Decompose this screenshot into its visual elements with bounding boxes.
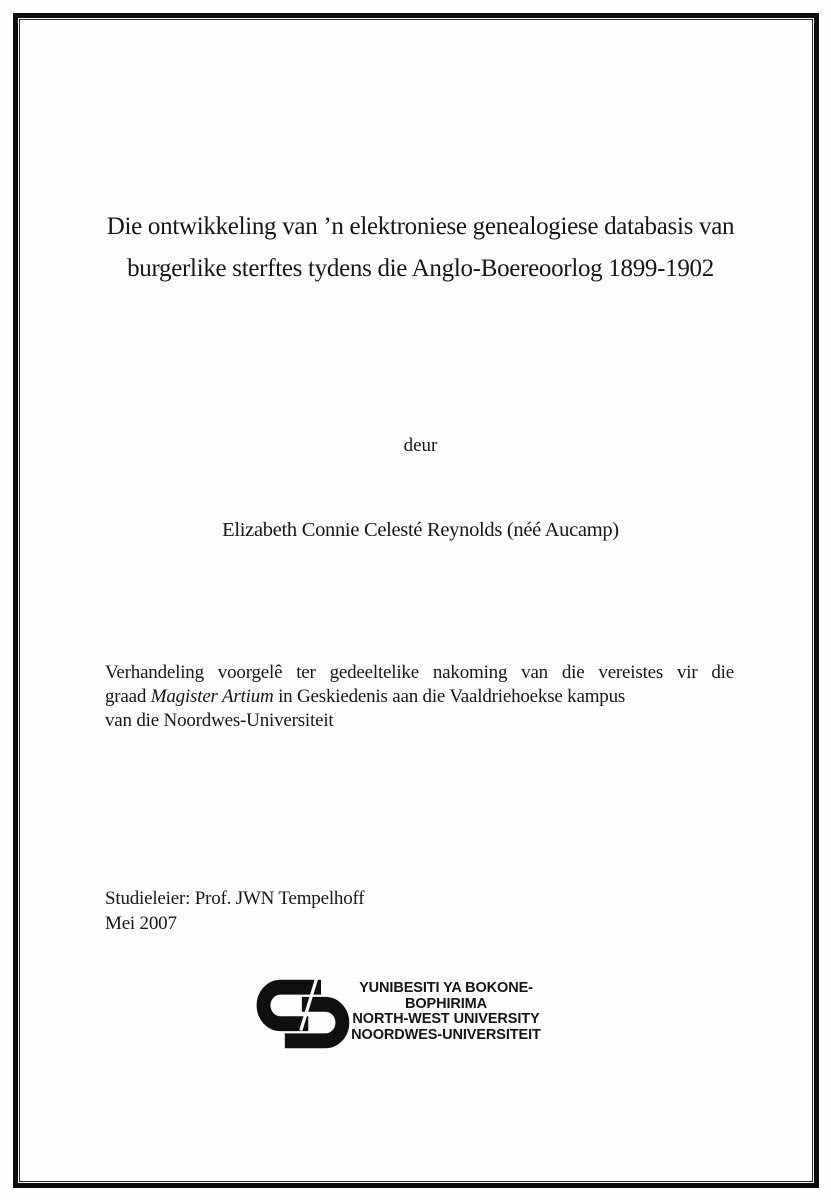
degree-statement — [105, 661, 734, 733]
thesis-title-line1: Die ontwikkeling van ’n elektroniese genealogiese databasis van — [106, 213, 735, 240]
byline: deur — [403, 435, 438, 456]
author-name: Elizabeth Connie Celesté Reynolds (néé Aucamp) — [222, 519, 619, 541]
thesis-title — [10, 206, 831, 290]
supervisor-line: Studieleier: Prof. JWN Tempelhoff — [105, 888, 365, 909]
logo-wordmark-line3: NOORDWES-UNIVERSITEIT — [351, 1026, 541, 1043]
degree-statement-line2-pre: graad — [105, 686, 151, 707]
date-line: Mei 2007 — [105, 913, 177, 934]
degree-statement-line3: van die Noordwes-Universiteit — [105, 710, 334, 731]
degree-name-italic: Magister Artium — [150, 686, 274, 707]
supervisor-block — [105, 886, 364, 936]
logo-wordmark-line1: YUNIBESITI YA BOKONE-BOPHIRIMA — [359, 980, 533, 1012]
thesis-title-line2: burgerlike sterftes tydens die Anglo-Boereoorlog 1899-1902 — [127, 255, 714, 282]
degree-statement-line2-post: in Geskiedenis aan die Vaaldriehoekse kampus — [273, 686, 626, 707]
logo-wordmark — [319, 981, 573, 1043]
degree-statement-line2 — [105, 685, 734, 709]
degree-statement-line1: Verhandeling voorgelê ter gedeeltelike nakoming van die vereistes vir die — [105, 662, 734, 683]
logo-wordmark-line2: NORTH-WEST UNIVERSITY — [352, 1011, 540, 1027]
university-logo — [255, 972, 590, 1067]
